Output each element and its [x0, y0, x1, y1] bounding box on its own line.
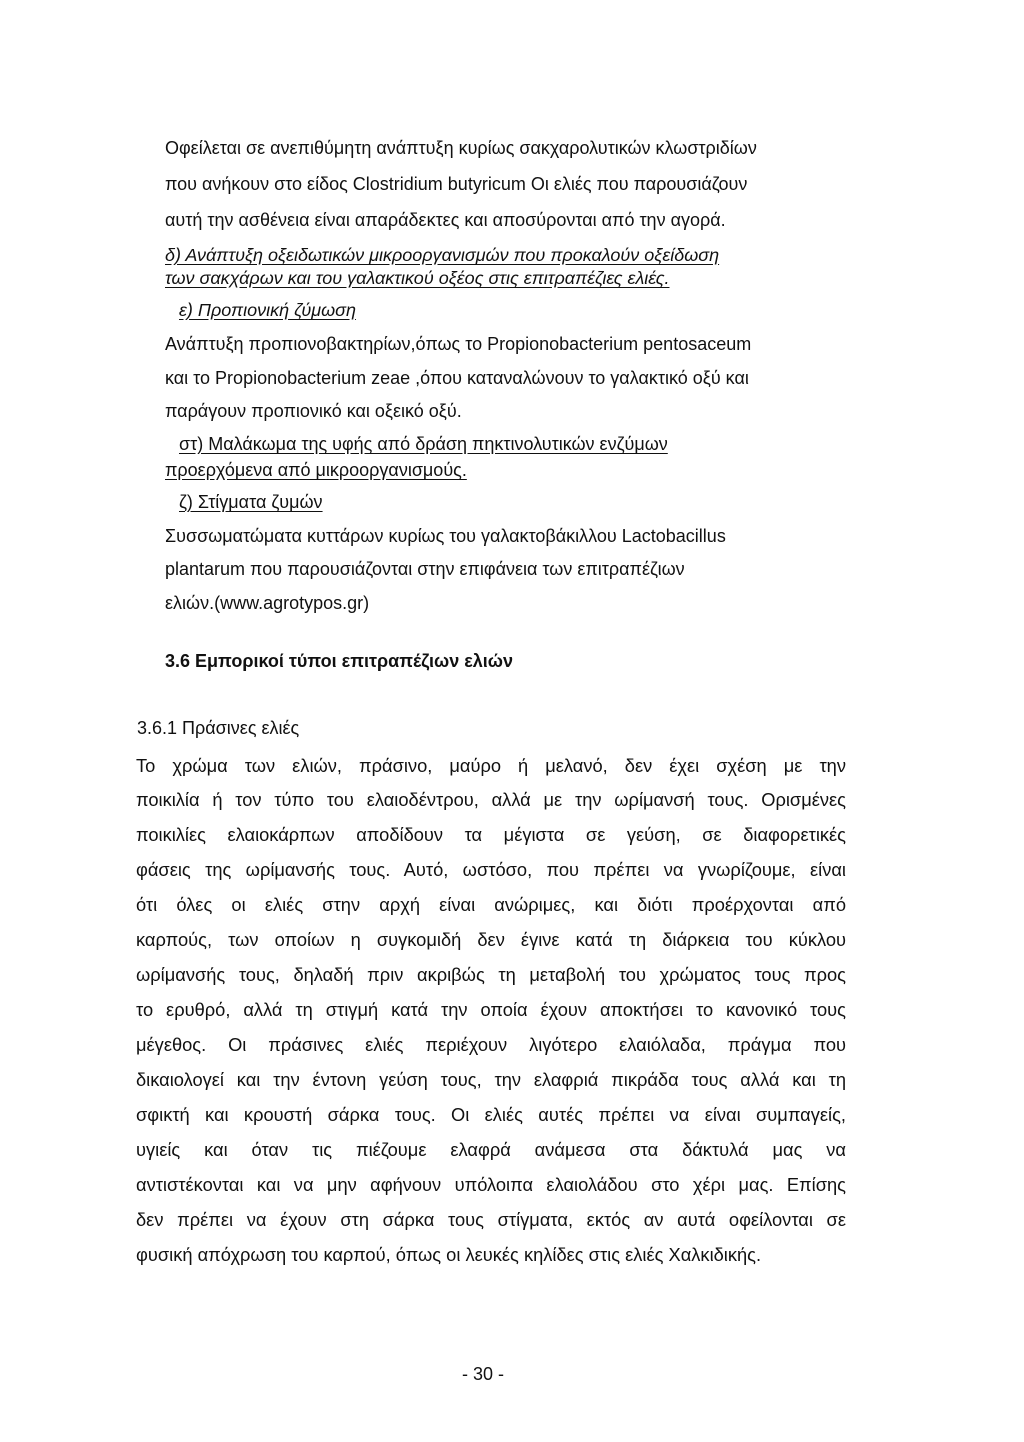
text-line: ελιών.(www.agrotypos.gr)	[165, 593, 370, 613]
body-line: καρπούς, των οποίων η συγκομιδή δεν έγινε κατά τη διάρκεια του κύκλου	[136, 929, 846, 950]
text-line: παράγουν προπιονικό και οξεικό οξύ.	[165, 401, 462, 421]
text-line: plantarum που παρουσιάζονται στην επιφάνεια των επιτραπέζιων	[165, 559, 685, 579]
text-line: αυτή την ασθένεια είναι απαράδεκτες και αποσύρονται από την αγορά.	[165, 210, 726, 230]
body-line: δεν πρέπει να έχουν στη σάρκα τους στίγματα, εκτός αν αυτά οφείλονται σε	[136, 1209, 846, 1230]
body-line: ποικιλία ή τον τύπο του ελαιοδέντρου, αλλά με την ωρίμανσή τους. Ορισμένες	[136, 789, 846, 810]
st-heading-line: προερχόμενα από μικροοργανισμούς.	[165, 460, 467, 480]
text-line: Συσσωματώματα κυττάρων κυρίως του γαλακτοβάκιλλου Lactobacillus	[165, 526, 726, 546]
body-line: δικαιολογεί και την έντονη γεύση τους, την ελαφριά πικράδα τους αλλά και τη	[136, 1069, 846, 1090]
body-line: υγιείς και όταν τις πιέζουμε ελαφρά ανάμεσα στα δάκτυλά μας να	[136, 1139, 846, 1160]
delta-heading-line: των σακχάρων και του γαλακτικού οξέος στις επιτραπέζιες ελιές.	[165, 268, 670, 288]
page-number: - 30 -	[462, 1364, 505, 1384]
body-line: μέγεθος. Οι πράσινες ελιές περιέχουν λιγότερο ελαιόλαδα, πράγμα που	[136, 1034, 846, 1055]
body-line: Το χρώμα των ελιών, πράσινο, μαύρο ή μελανό, δεν έχει σχέση με την	[136, 755, 846, 776]
body-line: το ερυθρό, αλλά τη στιγμή κατά την οποία έχουν αποκτήσει το κανονικό τους	[136, 999, 846, 1020]
sub-heading: 3.6.1 Πράσινες ελιές	[137, 718, 300, 738]
body-line: αντιστέκονται και να μην αφήνουν υπόλοιπα ελαιολάδου στο χέρι μας. Επίσης	[136, 1174, 846, 1195]
body-line: σφικτή και κρουστή σάρκα τους. Οι ελιές αυτές πρέπει να είναι συμπαγείς,	[136, 1104, 846, 1125]
epsilon-heading: ε) Προπιονική ζύμωση	[179, 300, 356, 320]
body-line: ότι όλες οι ελιές στην αρχή είναι ανώριμες, και διότι προέρχονται από	[136, 894, 846, 915]
body-line: ποικιλίες ελαιοκάρπων αποδίδουν τα μέγιστα σε γεύση, σε διαφορετικές	[136, 824, 846, 845]
st-heading-line: στ) Μαλάκωμα της υφής από δράση πηκτινολυτικών ενζύμων	[179, 434, 668, 454]
body-line: φυσική απόχρωση του καρπού, όπως οι λευκές κηλίδες στις ελιές Χαλκιδικής.	[136, 1244, 762, 1265]
section-heading: 3.6 Εμπορικοί τύποι επιτραπέζιων ελιών	[165, 651, 513, 671]
body-line: ωρίμανσής τους, δηλαδή πριν ακριβώς τη μεταβολή του χρώματος τους προς	[136, 964, 846, 985]
zeta-heading: ζ) Στίγματα ζυμών	[179, 492, 323, 512]
delta-heading-line: δ) Ανάπτυξη οξειδωτικών μικροοργανισμών που προκαλούν οξείδωση	[165, 245, 720, 265]
body-line: φάσεις της ωρίμανσής τους. Αυτό, ωστόσο, που πρέπει να γνωρίζουμε, είναι	[136, 859, 846, 880]
text-line: και το Propionobacterium zeae ,όπου καταναλώνουν το γαλακτικό οξύ και	[165, 368, 749, 388]
text-line: Ανάπτυξη προπιονοβακτηρίων,όπως το Propionobacterium pentosaceum	[165, 334, 752, 354]
text-line: Οφείλεται σε ανεπιθύμητη ανάπτυξη κυρίως σακχαρολυτικών κλωστριδίων	[165, 138, 757, 158]
text-line: που ανήκουν στο είδος Clostridium butyricum Οι ελιές που παρουσιάζουν	[165, 174, 748, 194]
